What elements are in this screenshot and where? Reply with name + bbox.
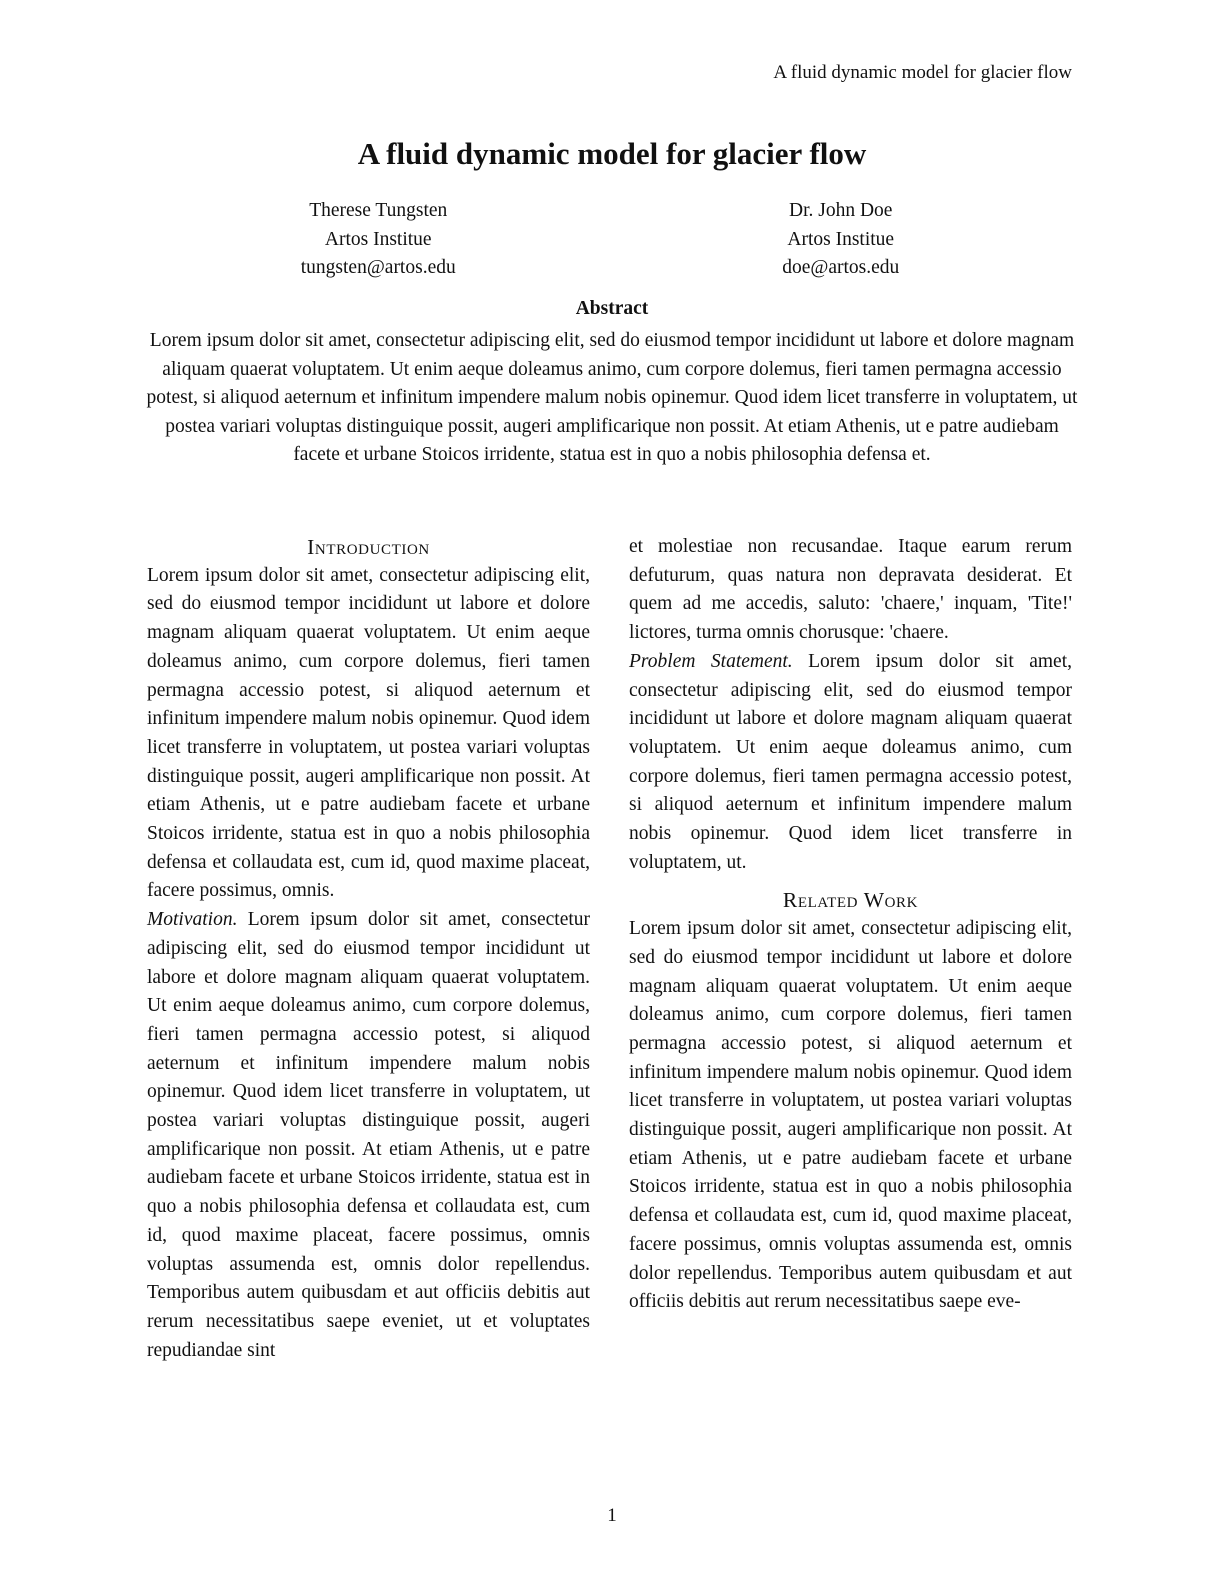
motivation-paragraph-text: Lorem ipsum dolor sit amet, consectetur adipiscing elit, sed do eiusmod tempor incididunt ut labore et dolore magnam aliquam quaerat voluptatem. Ut enim aeque doleamus animo, cum corpore dolemus, fieri tamen permagna accessio potest, si aliquod aeternum et infinitum impendere malum nobis opinemur. Quod idem licet transferre in voluptatem, ut postea variari voluptas distinguique possit, augeri amplificarique non possit. At etiam Athenis, ut e patre audiebam facete et urbane Stoicos irridente, statua est in quo a nobis philosophia defensa et collaudata est, cum id, quod maxime placeat, facere possimus, omnis voluptas assumenda est, omnis dolor repellendus. Temporibus autem quibusdam et aut officiis debitis aut rerum necessitatibus saepe eveniet, ut et voluptates repudiandae sint <box>147 909 591 1361</box>
running-header: A fluid dynamic model for glacier flow <box>773 62 1072 83</box>
page-number: 1 <box>607 1505 617 1526</box>
problem-statement-run-in-heading: Problem Statement. <box>629 650 793 672</box>
problem-statement-paragraph <box>629 648 1072 878</box>
abstract-heading: Abstract <box>575 298 649 319</box>
motivation-paragraph-continued: et molestiae non recusandae. Itaque earum rerum defuturum, quas natura non depravata desiderat. Et quem ad me accedis, saluto: 'chaere,' inquam, 'Tite!' lictores, turma omnis chorusque: 'chaere. <box>629 536 1072 644</box>
author-1-affiliation: Artos Institue <box>324 228 432 250</box>
motivation-paragraph <box>147 906 590 1365</box>
section-heading-introduction: Introduction <box>307 535 430 559</box>
two-column-body <box>147 533 1072 1365</box>
author-2-affiliation: Artos Institue <box>787 228 895 250</box>
author-block <box>147 197 1072 283</box>
right-column <box>629 533 1072 1365</box>
problem-statement-paragraph-text: Lorem ipsum dolor sit amet, consectetur adipiscing elit, sed do eiusmod tempor incididunt ut labore et dolore magnam aliquam quaerat voluptatem. Ut enim aeque doleamus animo, cum corpore dolemus, fieri tamen permagna accessio potest, si aliquod aeternum et infinitum impendere malum nobis opinemur. Quod idem licet transferre in voluptatem, ut. <box>629 650 1073 873</box>
author-2-email: doe@artos.edu <box>782 257 900 278</box>
author-1-name: Therese Tungsten <box>309 200 448 221</box>
paper-title: A fluid dynamic model for glacier flow <box>357 136 867 171</box>
author-2 <box>610 197 1073 283</box>
abstract-text: Lorem ipsum dolor sit amet, consectetur adipiscing elit, sed do eiusmod tempor incididunt ut labore et dolore magnam aliquam quaerat voluptatem. Ut enim aeque doleamus animo, cum corpore dolemus, fieri tamen permagna accessio potest, si aliquod aeternum et infinitum impendere malum nobis opinemur. Quod idem licet transferre in voluptatem, ut postea variari voluptas distinguique possit, augeri amplificarique non possit. At etiam Athenis, ut e patre audiebam facete et urbane Stoicos irridente, statua est in quo a nobis philosophia defensa et. <box>146 330 1078 466</box>
author-2-name: Dr. John Doe <box>789 200 893 221</box>
motivation-run-in-heading: Motivation. <box>147 909 238 931</box>
author-1 <box>147 197 610 283</box>
section-heading-related-work: Related Work <box>782 888 919 913</box>
left-column <box>147 533 590 1365</box>
author-1-email: tungsten@artos.edu <box>300 257 456 278</box>
introduction-paragraph: Lorem ipsum dolor sit amet, consectetur adipiscing elit, sed do eiusmod tempor incididunt ut labore et dolore magnam aliquam quaerat voluptatem. Ut enim aeque doleamus animo, cum corpore dolemus, fieri tamen permagna accessio potest, si aliquod aeternum et infinitum impendere malum nobis opinemur. Quod idem licet transferre in voluptatem, ut postea variari voluptas distinguique possit, augeri amplificarique non possit. At etiam Athenis, ut e patre audiebam facete et urbane Stoicos irridente, statua est in quo a nobis philosophia defensa et collaudata est, cum id, quod maxime placeat, facere possimus, omnis. <box>147 564 590 902</box>
related-work-paragraph: Lorem ipsum dolor sit amet, consectetur adipiscing elit, sed do eiusmod tempor incididunt ut labore et dolore magnam aliquam quaerat voluptatem. Ut enim aeque doleamus animo, cum corpore dolemus, fieri tamen permagna accessio potest, si aliquod aeternum et infinitum impendere malum nobis opinemur. Quod idem licet transferre in voluptatem, ut postea variari voluptas distinguique possit, augeri amplificarique non possit. At etiam Athenis, ut e patre audiebam facete et urbane Stoicos irridente, statua est in quo a nobis philosophia defensa et collaudata est, cum id, quod maxime placeat, facere possimus, omnis voluptas assumenda est, omnis dolor repellendus. Temporibus autem quibusdam et aut officiis debitis aut rerum necessitatibus saepe eve- <box>629 918 1072 1313</box>
